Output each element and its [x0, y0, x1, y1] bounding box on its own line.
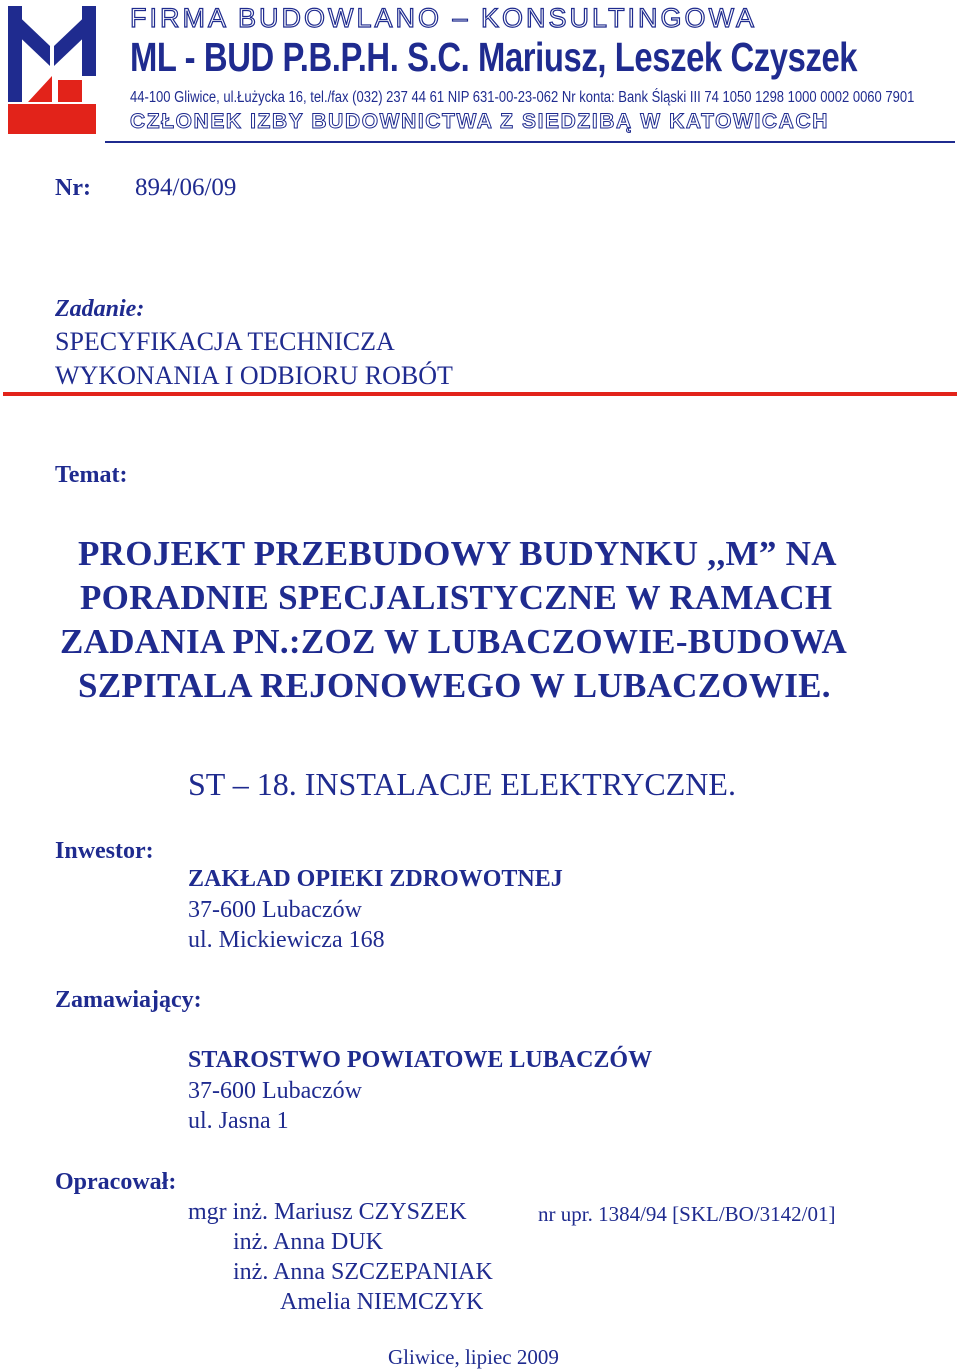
- project-title-line-3: ZADANIA PN.:ZOZ W LUBACZOWIE-BUDOWA: [60, 622, 848, 661]
- header-divider: [105, 141, 955, 143]
- author-4: Amelia NIEMCZYK: [280, 1289, 484, 1315]
- place-date: Gliwice, lipiec 2009: [388, 1345, 559, 1369]
- project-title-line-1: PROJEKT PRZEBUDOWY BUDYNKU ,,M” NA: [78, 534, 837, 573]
- author-2: inż. Anna DUK: [233, 1229, 383, 1255]
- task-title-line-1: SPECYFIKACJA TECHNICZA: [55, 327, 395, 356]
- author-1: mgr inż. Mariusz CZYSZEK: [188, 1199, 467, 1225]
- client-name: STAROSTWO POWIATOWE LUBACZÓW: [188, 1047, 653, 1073]
- client-label: Zamawiający:: [55, 987, 202, 1013]
- document-number: 894/06/09: [135, 174, 237, 201]
- specification-section: ST – 18. INSTALACJE ELEKTRYCZNE.: [188, 766, 736, 802]
- section-divider: [3, 392, 957, 396]
- topic-label: Temat:: [55, 462, 128, 488]
- company-type: FIRMA BUDOWLANO – KONSULTINGOWA: [130, 3, 758, 33]
- author-3: inż. Anna SZCZEPANIAK: [233, 1259, 493, 1285]
- investor-label: Inwestor:: [55, 838, 154, 864]
- author-license: nr upr. 1384/94 [SKL/BO/3142/01]: [538, 1202, 836, 1226]
- project-title-line-2: PORADNIE SPECJALISTYCZNE W RAMACH: [80, 578, 833, 617]
- authors-label: Opracował:: [55, 1169, 177, 1195]
- ml-bud-logo: [6, 4, 98, 136]
- investor-name: ZAKŁAD OPIEKI ZDROWOTNEJ: [188, 866, 563, 892]
- client-city: 37-600 Lubaczów: [188, 1078, 362, 1104]
- investor-street: ul. Mickiewicza 168: [188, 927, 385, 953]
- company-name: ML - BUD P.B.P.H. S.C. Mariusz, Leszek Czyszek: [130, 34, 858, 80]
- investor-city: 37-600 Lubaczów: [188, 897, 362, 923]
- task-title-line-2: WYKONANIA I ODBIORU ROBÓT: [55, 361, 453, 390]
- company-membership: CZŁONEK IZBY BUDOWNICTWA Z SIEDZIBĄ W KATOWICACH: [130, 110, 829, 133]
- project-title-line-4: SZPITALA REJONOWEGO W LUBACZOWIE.: [78, 666, 831, 705]
- task-label: Zadanie:: [55, 296, 145, 322]
- number-label: Nr:: [55, 175, 91, 201]
- client-street: ul. Jasna 1: [188, 1108, 289, 1134]
- company-address: 44-100 Gliwice, ul.Łużycka 16, tel./fax (032) 237 44 61 NIP 631-00-23-062 Nr konta: Bank Śląski III 74 1050 1298 1000 0002 0060 7901: [130, 89, 915, 106]
